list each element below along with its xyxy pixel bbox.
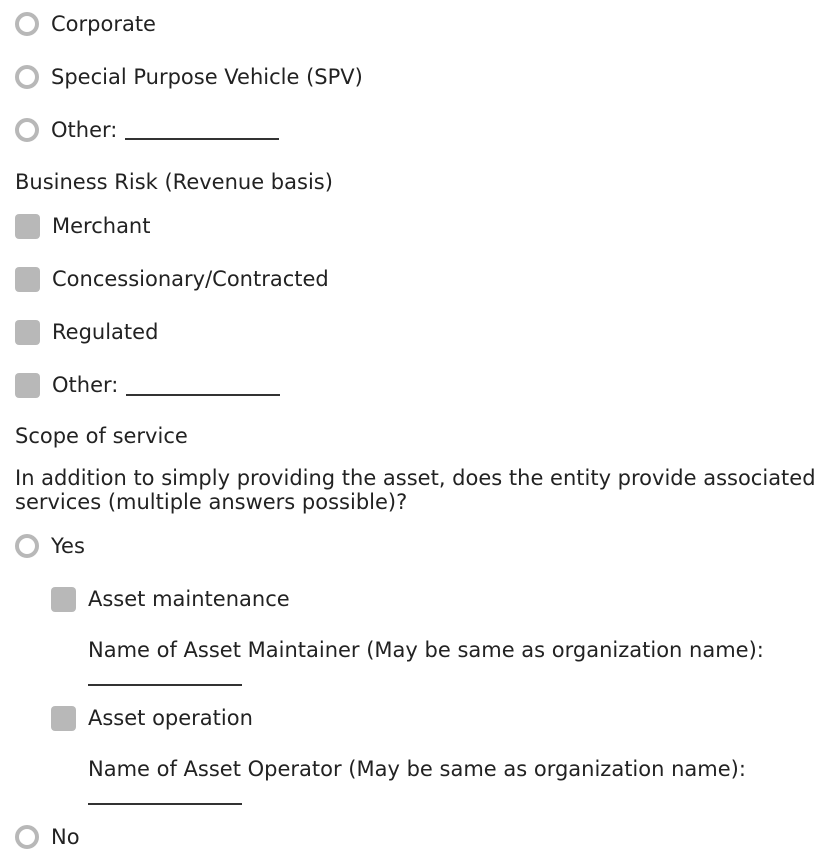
option-label: Special Purpose Vehicle (SPV) [51, 64, 363, 89]
option-label: Concessionary/Contracted [52, 267, 329, 291]
operator-name-blank[interactable] [88, 789, 242, 805]
radio-button[interactable] [15, 65, 39, 89]
checkbox-option-asset-maintenance[interactable] [51, 587, 290, 612]
option-label: Other: [52, 373, 119, 397]
option-label: No [51, 824, 80, 849]
radio-option-spv[interactable] [15, 65, 363, 89]
checkbox[interactable] [15, 214, 40, 239]
checkbox[interactable] [51, 706, 76, 731]
radio-button[interactable] [15, 825, 39, 849]
checkbox-option-concessionary[interactable] [15, 267, 329, 292]
option-label: Asset operation [88, 706, 253, 730]
other-text-blank[interactable] [126, 376, 280, 396]
radio-button[interactable] [15, 118, 39, 142]
option-label: Merchant [52, 214, 151, 238]
checkbox[interactable] [15, 320, 40, 345]
option-label: Yes [51, 533, 85, 558]
checkbox[interactable] [15, 373, 40, 398]
option-label: Asset maintenance [88, 587, 290, 611]
maintainer-name-blank[interactable] [88, 670, 242, 686]
maintainer-name-prompt: Name of Asset Maintainer (May be same as organization name): [88, 638, 764, 662]
checkbox-option-other[interactable] [15, 373, 280, 398]
checkbox[interactable] [51, 587, 76, 612]
radio-button[interactable] [15, 534, 39, 558]
radio-option-corporate[interactable] [15, 12, 156, 36]
option-label: Corporate [51, 11, 156, 36]
checkbox-option-asset-operation[interactable] [51, 706, 253, 731]
radio-option-other[interactable] [15, 118, 279, 142]
option-label: Other: [51, 117, 118, 142]
checkbox-option-merchant[interactable] [15, 214, 150, 239]
radio-option-no[interactable] [15, 825, 80, 849]
scope-question: In addition to simply providing the asset, does the entity provide associated services (multiple answers possible)? [15, 466, 816, 514]
scope-heading: Scope of service [15, 424, 188, 448]
business-risk-heading: Business Risk (Revenue basis) [15, 170, 333, 194]
option-label: Regulated [52, 320, 159, 344]
checkbox[interactable] [15, 267, 40, 292]
operator-name-prompt: Name of Asset Operator (May be same as organization name): [88, 757, 746, 781]
radio-button[interactable] [15, 12, 39, 36]
checkbox-option-regulated[interactable] [15, 320, 158, 345]
other-text-blank[interactable] [125, 120, 279, 140]
radio-option-yes[interactable] [15, 534, 85, 558]
